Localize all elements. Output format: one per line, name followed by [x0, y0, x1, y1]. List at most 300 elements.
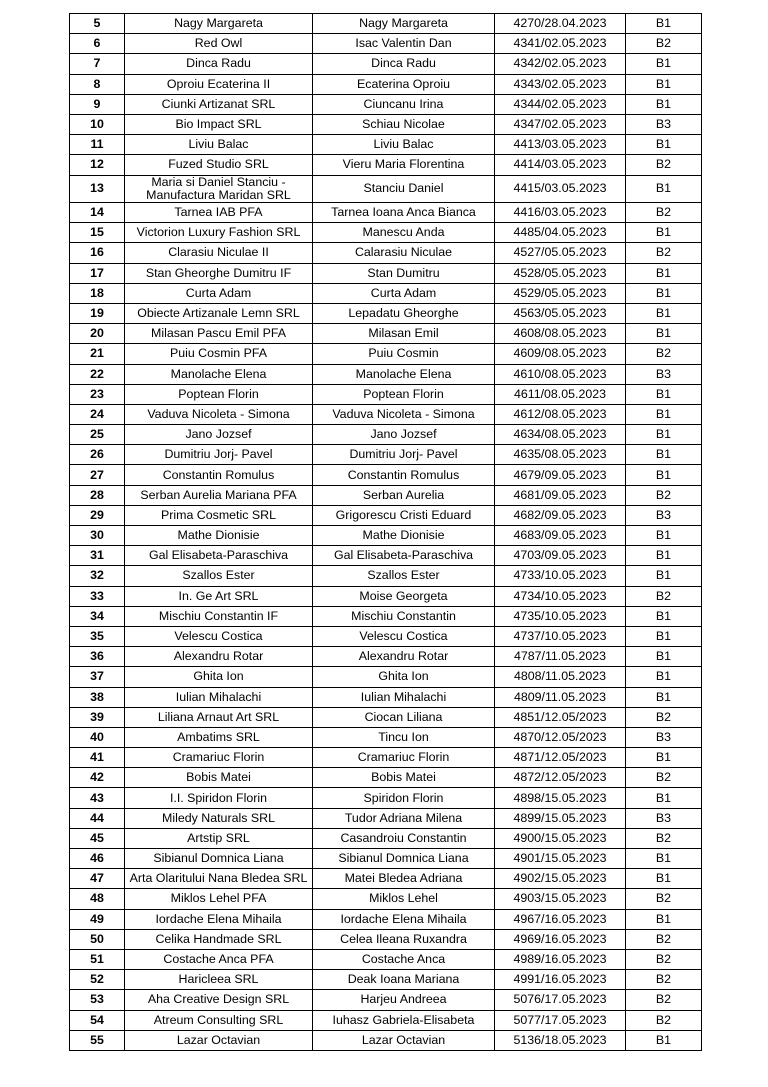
representative-cell: Lazar Octavian — [313, 1030, 495, 1050]
category-cell: B2 — [626, 990, 702, 1010]
row-number-cell: 25 — [70, 425, 125, 445]
table-row — [70, 626, 702, 646]
representative-cell: Stanciu Daniel — [313, 175, 495, 203]
registration-number-cell: 4872/12.05/2023 — [495, 768, 626, 788]
registration-number-cell: 4342/02.05.2023 — [495, 54, 626, 74]
registration-number-cell: 4737/10.05.2023 — [495, 626, 626, 646]
table-row — [70, 889, 702, 909]
registration-number-cell: 4635/08.05.2023 — [495, 445, 626, 465]
registration-number-cell: 4787/11.05.2023 — [495, 647, 626, 667]
registration-number-cell: 4563/05.05.2023 — [495, 303, 626, 323]
registration-number-cell: 4416/03.05.2023 — [495, 203, 626, 223]
registration-number-cell: 4414/03.05.2023 — [495, 155, 626, 175]
representative-cell: Celea Ileana Ruxandra — [313, 929, 495, 949]
registration-number-cell: 4634/08.05.2023 — [495, 425, 626, 445]
row-number-cell: 39 — [70, 707, 125, 727]
beneficiary-cell: Velescu Costica — [125, 626, 313, 646]
registration-number-cell: 4969/16.05.2023 — [495, 929, 626, 949]
table-row — [70, 687, 702, 707]
row-number-cell: 29 — [70, 505, 125, 525]
registration-table-body — [70, 14, 702, 1051]
representative-cell: Lepadatu Gheorghe — [313, 303, 495, 323]
registration-number-cell: 4903/15.05.2023 — [495, 889, 626, 909]
table-row — [70, 263, 702, 283]
representative-cell: Iulian Mihalachi — [313, 687, 495, 707]
table-row — [70, 114, 702, 134]
table-row — [70, 1030, 702, 1050]
table-row — [70, 384, 702, 404]
table-row — [70, 828, 702, 848]
beneficiary-cell: Iordache Elena Mihaila — [125, 909, 313, 929]
representative-cell: Schiau Nicolae — [313, 114, 495, 134]
category-cell: B2 — [626, 586, 702, 606]
category-cell: B1 — [626, 14, 702, 34]
registration-number-cell: 4682/09.05.2023 — [495, 505, 626, 525]
row-number-cell: 38 — [70, 687, 125, 707]
beneficiary-cell: Haricleea SRL — [125, 970, 313, 990]
table-row — [70, 566, 702, 586]
category-cell: B3 — [626, 505, 702, 525]
beneficiary-cell: Milasan Pascu Emil PFA — [125, 324, 313, 344]
registration-number-cell: 4344/02.05.2023 — [495, 94, 626, 114]
category-cell: B1 — [626, 748, 702, 768]
beneficiary-cell: Puiu Cosmin PFA — [125, 344, 313, 364]
category-cell: B1 — [626, 1030, 702, 1050]
beneficiary-cell: Serban Aurelia Mariana PFA — [125, 485, 313, 505]
registration-number-cell: 4899/15.05.2023 — [495, 808, 626, 828]
table-row — [70, 869, 702, 889]
representative-cell: Spiridon Florin — [313, 788, 495, 808]
registration-number-cell: 4611/08.05.2023 — [495, 384, 626, 404]
category-cell: B3 — [626, 727, 702, 747]
category-cell: B1 — [626, 425, 702, 445]
beneficiary-cell: Celika Handmade SRL — [125, 929, 313, 949]
representative-cell: Tincu Ion — [313, 727, 495, 747]
representative-cell: Deak Ioana Mariana — [313, 970, 495, 990]
registration-number-cell: 4967/16.05.2023 — [495, 909, 626, 929]
table-row — [70, 949, 702, 969]
table-row — [70, 14, 702, 34]
row-number-cell: 45 — [70, 828, 125, 848]
registration-number-cell: 4529/05.05.2023 — [495, 283, 626, 303]
beneficiary-cell: Victorion Luxury Fashion SRL — [125, 223, 313, 243]
representative-cell: Manolache Elena — [313, 364, 495, 384]
registration-number-cell: 4871/12.05/2023 — [495, 748, 626, 768]
registration-number-cell: 4681/09.05.2023 — [495, 485, 626, 505]
row-number-cell: 15 — [70, 223, 125, 243]
table-row — [70, 606, 702, 626]
representative-cell: Ecaterina Oproiu — [313, 74, 495, 94]
category-cell: B1 — [626, 465, 702, 485]
registration-number-cell: 5077/17.05.2023 — [495, 1010, 626, 1030]
representative-cell: Costache Anca — [313, 949, 495, 969]
row-number-cell: 42 — [70, 768, 125, 788]
table-row — [70, 54, 702, 74]
representative-cell: Vaduva Nicoleta - Simona — [313, 404, 495, 424]
row-number-cell: 50 — [70, 929, 125, 949]
table-row — [70, 465, 702, 485]
category-cell: B1 — [626, 626, 702, 646]
table-row — [70, 74, 702, 94]
category-cell: B2 — [626, 707, 702, 727]
beneficiary-cell: Curta Adam — [125, 283, 313, 303]
row-number-cell: 28 — [70, 485, 125, 505]
beneficiary-cell: Alexandru Rotar — [125, 647, 313, 667]
row-number-cell: 31 — [70, 546, 125, 566]
representative-cell: Ghita Ion — [313, 667, 495, 687]
table-row — [70, 667, 702, 687]
beneficiary-cell: In. Ge Art SRL — [125, 586, 313, 606]
row-number-cell: 10 — [70, 114, 125, 134]
category-cell: B1 — [626, 303, 702, 323]
table-row — [70, 990, 702, 1010]
representative-cell: Manescu Anda — [313, 223, 495, 243]
category-cell: B1 — [626, 94, 702, 114]
representative-cell: Moise Georgeta — [313, 586, 495, 606]
beneficiary-cell: Red Owl — [125, 34, 313, 54]
registration-number-cell: 4608/08.05.2023 — [495, 324, 626, 344]
representative-cell: Grigorescu Cristi Eduard — [313, 505, 495, 525]
registration-number-cell: 4485/04.05.2023 — [495, 223, 626, 243]
registration-number-cell: 4612/08.05.2023 — [495, 404, 626, 424]
row-number-cell: 22 — [70, 364, 125, 384]
table-row — [70, 748, 702, 768]
beneficiary-cell: Ambatims SRL — [125, 727, 313, 747]
registration-number-cell: 4341/02.05.2023 — [495, 34, 626, 54]
category-cell: B1 — [626, 647, 702, 667]
beneficiary-cell: Bio Impact SRL — [125, 114, 313, 134]
category-cell: B1 — [626, 283, 702, 303]
row-number-cell: 11 — [70, 135, 125, 155]
registration-number-cell: 4991/16.05.2023 — [495, 970, 626, 990]
table-row — [70, 94, 702, 114]
category-cell: B1 — [626, 788, 702, 808]
beneficiary-cell: Oproiu Ecaterina II — [125, 74, 313, 94]
registration-number-cell: 4901/15.05.2023 — [495, 849, 626, 869]
beneficiary-cell: Miklos Lehel PFA — [125, 889, 313, 909]
representative-cell: Liviu Balac — [313, 135, 495, 155]
registration-number-cell: 4270/28.04.2023 — [495, 14, 626, 34]
registration-number-cell: 4415/03.05.2023 — [495, 175, 626, 203]
category-cell: B1 — [626, 667, 702, 687]
table-row — [70, 425, 702, 445]
representative-cell: Iordache Elena Mihaila — [313, 909, 495, 929]
registration-number-cell: 4413/03.05.2023 — [495, 135, 626, 155]
category-cell: B1 — [626, 687, 702, 707]
category-cell: B2 — [626, 828, 702, 848]
table-row — [70, 445, 702, 465]
table-row — [70, 970, 702, 990]
category-cell: B3 — [626, 364, 702, 384]
category-cell: B2 — [626, 203, 702, 223]
representative-cell: Alexandru Rotar — [313, 647, 495, 667]
registration-number-cell: 4610/08.05.2023 — [495, 364, 626, 384]
representative-cell: Ciuncanu Irina — [313, 94, 495, 114]
row-number-cell: 12 — [70, 155, 125, 175]
table-row — [70, 929, 702, 949]
row-number-cell: 41 — [70, 748, 125, 768]
registration-table — [69, 13, 702, 1051]
row-number-cell: 18 — [70, 283, 125, 303]
table-row — [70, 909, 702, 929]
category-cell: B1 — [626, 606, 702, 626]
registration-number-cell: 5136/18.05.2023 — [495, 1030, 626, 1050]
category-cell: B1 — [626, 384, 702, 404]
category-cell: B1 — [626, 546, 702, 566]
representative-cell: Serban Aurelia — [313, 485, 495, 505]
representative-cell: Mischiu Constantin — [313, 606, 495, 626]
beneficiary-cell: Iulian Mihalachi — [125, 687, 313, 707]
registration-number-cell: 4870/12.05/2023 — [495, 727, 626, 747]
row-number-cell: 8 — [70, 74, 125, 94]
row-number-cell: 43 — [70, 788, 125, 808]
row-number-cell: 7 — [70, 54, 125, 74]
registration-number-cell: 4683/09.05.2023 — [495, 526, 626, 546]
representative-cell: Milasan Emil — [313, 324, 495, 344]
table-row — [70, 546, 702, 566]
table-row — [70, 404, 702, 424]
beneficiary-cell: Stan Gheorghe Dumitru IF — [125, 263, 313, 283]
beneficiary-cell: Sibianul Domnica Liana — [125, 849, 313, 869]
registration-number-cell: 4989/16.05.2023 — [495, 949, 626, 969]
representative-cell: Poptean Florin — [313, 384, 495, 404]
registration-number-cell: 4347/02.05.2023 — [495, 114, 626, 134]
table-row — [70, 243, 702, 263]
registration-number-cell: 4703/09.05.2023 — [495, 546, 626, 566]
beneficiary-cell: Prima Cosmetic SRL — [125, 505, 313, 525]
beneficiary-cell: Fuzed Studio SRL — [125, 155, 313, 175]
table-row — [70, 485, 702, 505]
table-row — [70, 364, 702, 384]
table-row — [70, 203, 702, 223]
beneficiary-cell: Manolache Elena — [125, 364, 313, 384]
category-cell: B1 — [626, 263, 702, 283]
beneficiary-cell: Costache Anca PFA — [125, 949, 313, 969]
beneficiary-cell: Gal Elisabeta-Paraschiva — [125, 546, 313, 566]
row-number-cell: 35 — [70, 626, 125, 646]
beneficiary-cell: Ciunki Artizanat SRL — [125, 94, 313, 114]
representative-cell: Nagy Margareta — [313, 14, 495, 34]
row-number-cell: 48 — [70, 889, 125, 909]
beneficiary-cell: Dinca Radu — [125, 54, 313, 74]
category-cell: B1 — [626, 324, 702, 344]
category-cell: B2 — [626, 34, 702, 54]
registration-number-cell: 5076/17.05.2023 — [495, 990, 626, 1010]
category-cell: B2 — [626, 949, 702, 969]
beneficiary-cell: Tarnea IAB PFA — [125, 203, 313, 223]
registration-number-cell: 4609/08.05.2023 — [495, 344, 626, 364]
row-number-cell: 20 — [70, 324, 125, 344]
beneficiary-cell: Artstip SRL — [125, 828, 313, 848]
category-cell: B1 — [626, 223, 702, 243]
representative-cell: Matei Bledea Adriana — [313, 869, 495, 889]
table-row — [70, 303, 702, 323]
representative-cell: Puiu Cosmin — [313, 344, 495, 364]
row-number-cell: 5 — [70, 14, 125, 34]
category-cell: B2 — [626, 344, 702, 364]
row-number-cell: 17 — [70, 263, 125, 283]
row-number-cell: 33 — [70, 586, 125, 606]
category-cell: B2 — [626, 485, 702, 505]
category-cell: B2 — [626, 768, 702, 788]
category-cell: B1 — [626, 526, 702, 546]
row-number-cell: 23 — [70, 384, 125, 404]
row-number-cell: 40 — [70, 727, 125, 747]
representative-cell: Calarasiu Niculae — [313, 243, 495, 263]
category-cell: B1 — [626, 74, 702, 94]
category-cell: B3 — [626, 808, 702, 828]
beneficiary-cell: Lazar Octavian — [125, 1030, 313, 1050]
category-cell: B1 — [626, 404, 702, 424]
category-cell: B2 — [626, 155, 702, 175]
representative-cell: Jano Jozsef — [313, 425, 495, 445]
beneficiary-cell: Vaduva Nicoleta - Simona — [125, 404, 313, 424]
representative-cell: Gal Elisabeta-Paraschiva — [313, 546, 495, 566]
category-cell: B2 — [626, 929, 702, 949]
beneficiary-cell: Cramariuc Florin — [125, 748, 313, 768]
table-row — [70, 586, 702, 606]
registration-number-cell: 4734/10.05.2023 — [495, 586, 626, 606]
beneficiary-cell: Poptean Florin — [125, 384, 313, 404]
table-row — [70, 135, 702, 155]
row-number-cell: 9 — [70, 94, 125, 114]
table-row — [70, 344, 702, 364]
beneficiary-cell: I.I. Spiridon Florin — [125, 788, 313, 808]
row-number-cell: 47 — [70, 869, 125, 889]
row-number-cell: 6 — [70, 34, 125, 54]
row-number-cell: 27 — [70, 465, 125, 485]
representative-cell: Casandroiu Constantin — [313, 828, 495, 848]
beneficiary-cell: Miledy Naturals SRL — [125, 808, 313, 828]
row-number-cell: 24 — [70, 404, 125, 424]
row-number-cell: 13 — [70, 175, 125, 203]
representative-cell: Bobis Matei — [313, 768, 495, 788]
row-number-cell: 34 — [70, 606, 125, 626]
beneficiary-cell: Aha Creative Design SRL — [125, 990, 313, 1010]
row-number-cell: 32 — [70, 566, 125, 586]
category-cell: B1 — [626, 849, 702, 869]
table-row — [70, 707, 702, 727]
representative-cell: Iuhasz Gabriela-Elisabeta — [313, 1010, 495, 1030]
representative-cell: Harjeu Andreea — [313, 990, 495, 1010]
row-number-cell: 37 — [70, 667, 125, 687]
category-cell: B2 — [626, 889, 702, 909]
row-number-cell: 51 — [70, 949, 125, 969]
table-row — [70, 526, 702, 546]
row-number-cell: 53 — [70, 990, 125, 1010]
representative-cell: Velescu Costica — [313, 626, 495, 646]
table-row — [70, 808, 702, 828]
row-number-cell: 49 — [70, 909, 125, 929]
beneficiary-cell: Liviu Balac — [125, 135, 313, 155]
beneficiary-cell: Mischiu Constantin IF — [125, 606, 313, 626]
registration-number-cell: 4902/15.05.2023 — [495, 869, 626, 889]
representative-cell: Sibianul Domnica Liana — [313, 849, 495, 869]
category-cell: B3 — [626, 114, 702, 134]
beneficiary-cell: Atreum Consulting SRL — [125, 1010, 313, 1030]
representative-cell: Stan Dumitru — [313, 263, 495, 283]
beneficiary-cell: Clarasiu Niculae II — [125, 243, 313, 263]
representative-cell: Ciocan Liliana — [313, 707, 495, 727]
registration-number-cell: 4900/15.05.2023 — [495, 828, 626, 848]
category-cell: B2 — [626, 243, 702, 263]
table-row — [70, 647, 702, 667]
category-cell: B1 — [626, 566, 702, 586]
row-number-cell: 55 — [70, 1030, 125, 1050]
table-row — [70, 283, 702, 303]
beneficiary-cell: Obiecte Artizanale Lemn SRL — [125, 303, 313, 323]
beneficiary-cell: Nagy Margareta — [125, 14, 313, 34]
representative-cell: Constantin Romulus — [313, 465, 495, 485]
representative-cell: Cramariuc Florin — [313, 748, 495, 768]
representative-cell: Tudor Adriana Milena — [313, 808, 495, 828]
registration-number-cell: 4528/05.05.2023 — [495, 263, 626, 283]
representative-cell: Szallos Ester — [313, 566, 495, 586]
category-cell: B2 — [626, 1010, 702, 1030]
category-cell: B1 — [626, 135, 702, 155]
beneficiary-cell: Liliana Arnaut Art SRL — [125, 707, 313, 727]
table-row — [70, 788, 702, 808]
row-number-cell: 52 — [70, 970, 125, 990]
beneficiary-cell: Mathe Dionisie — [125, 526, 313, 546]
representative-cell: Curta Adam — [313, 283, 495, 303]
registration-number-cell: 4851/12.05/2023 — [495, 707, 626, 727]
table-row — [70, 34, 702, 54]
registration-number-cell: 4733/10.05.2023 — [495, 566, 626, 586]
registration-number-cell: 4898/15.05.2023 — [495, 788, 626, 808]
beneficiary-cell: Ghita Ion — [125, 667, 313, 687]
beneficiary-cell: Jano Jozsef — [125, 425, 313, 445]
registration-number-cell: 4343/02.05.2023 — [495, 74, 626, 94]
table-row — [70, 505, 702, 525]
beneficiary-cell: Bobis Matei — [125, 768, 313, 788]
row-number-cell: 46 — [70, 849, 125, 869]
beneficiary-cell: Arta Olaritului Nana Bledea SRL — [125, 869, 313, 889]
representative-cell: Dumitriu Jorj- Pavel — [313, 445, 495, 465]
row-number-cell: 16 — [70, 243, 125, 263]
registration-number-cell: 4809/11.05.2023 — [495, 687, 626, 707]
beneficiary-cell: Szallos Ester — [125, 566, 313, 586]
registration-number-cell: 4808/11.05.2023 — [495, 667, 626, 687]
row-number-cell: 54 — [70, 1010, 125, 1030]
table-row — [70, 324, 702, 344]
row-number-cell: 26 — [70, 445, 125, 465]
category-cell: B2 — [626, 970, 702, 990]
table-row — [70, 155, 702, 175]
representative-cell: Dinca Radu — [313, 54, 495, 74]
table-row — [70, 1010, 702, 1030]
category-cell: B1 — [626, 909, 702, 929]
table-row — [70, 175, 702, 203]
registration-number-cell: 4679/09.05.2023 — [495, 465, 626, 485]
beneficiary-cell: Dumitriu Jorj- Pavel — [125, 445, 313, 465]
category-cell: B1 — [626, 869, 702, 889]
row-number-cell: 21 — [70, 344, 125, 364]
beneficiary-cell: Constantin Romulus — [125, 465, 313, 485]
table-row — [70, 223, 702, 243]
row-number-cell: 19 — [70, 303, 125, 323]
row-number-cell: 30 — [70, 526, 125, 546]
category-cell: B1 — [626, 445, 702, 465]
table-row — [70, 727, 702, 747]
representative-cell: Tarnea Ioana Anca Bianca — [313, 203, 495, 223]
table-row — [70, 849, 702, 869]
category-cell: B1 — [626, 54, 702, 74]
representative-cell: Isac Valentin Dan — [313, 34, 495, 54]
representative-cell: Mathe Dionisie — [313, 526, 495, 546]
table-row — [70, 768, 702, 788]
registration-number-cell: 4527/05.05.2023 — [495, 243, 626, 263]
